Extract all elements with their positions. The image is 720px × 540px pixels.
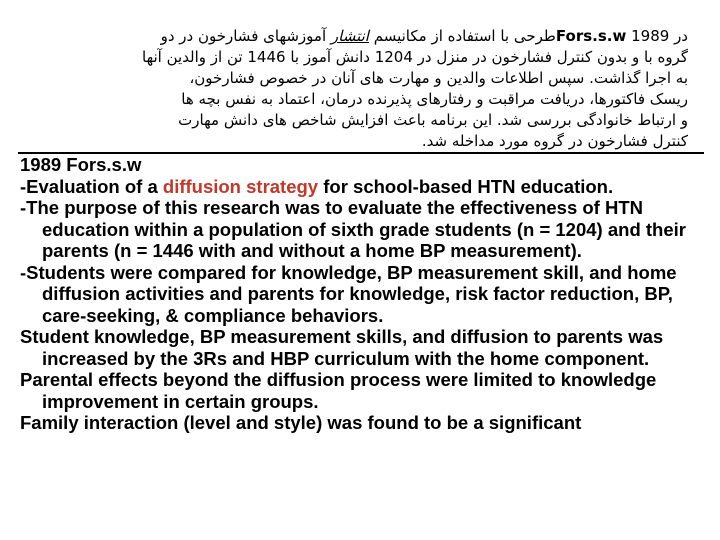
english-p1-before: -Evaluation of a (20, 175, 163, 197)
english-paragraph-5: Parental effects beyond the diffusion process were limited to knowledge improvement in certain groups. (20, 369, 657, 412)
english-heading: 1989 Fors.s.w (20, 154, 142, 175)
persian-line-1 (38, 26, 688, 47)
persian-line-1-end: آموزشهای فشارخون در دو (160, 27, 331, 45)
persian-line-4: ریسک فاکتورها، دریافت مراقبت و رفتارهای پذیرنده درمان، اعتماد به نفس بچه ها (181, 90, 688, 108)
persian-underlined-term: انتشار (330, 27, 369, 45)
persian-line-1-year: در 1989 (626, 27, 688, 45)
persian-line-1-text: طرحی با استفاده از مکانیسم (368, 27, 556, 45)
english-summary (20, 154, 700, 434)
persian-line-2: گروه با و بدون کنترل فشارخون در منزل در 1204 دانش آموز با 1446 تن از والدین آنها (142, 48, 688, 66)
persian-line-3: به اجرا گذاشت. سپس اطلاعات والدین و مهارت های آنان در خصوص فشارخون، (189, 69, 688, 87)
english-paragraph-1 (20, 176, 700, 198)
persian-author: Fors.s.w (555, 27, 627, 45)
english-paragraph-2: -The purpose of this research was to evaluate the effectiveness of HTN education within a population of sixth grade students (n = 1204) and their parents (n = 1446 with and without a home BP measurement). (20, 197, 686, 261)
english-p1-after: for school-based HTN education. (318, 175, 614, 197)
english-paragraph-3: -Students were compared for knowledge, BP measurement skill, and home diffusion activities and parents for knowledge, risk factor reduction, BP, care-seeking, & compliance behaviors. (20, 261, 677, 326)
persian-line-5: و ارتباط خانوادگی بررسی شد. این برنامه باعث افزایش شاخص های دانش مهارت (178, 111, 688, 129)
persian-summary (38, 26, 688, 152)
diffusion-strategy-highlight: diffusion strategy (162, 175, 319, 197)
persian-line-6: کنترل فشارخون در گروه مورد مداخله شد. (421, 132, 688, 150)
english-paragraph-6: Family interaction (level and style) was found to be a significant (20, 412, 582, 433)
english-paragraph-4: Student knowledge, BP measurement skills, and diffusion to parents was increased by the 3Rs and HBP curriculum with the home component. (20, 326, 664, 369)
